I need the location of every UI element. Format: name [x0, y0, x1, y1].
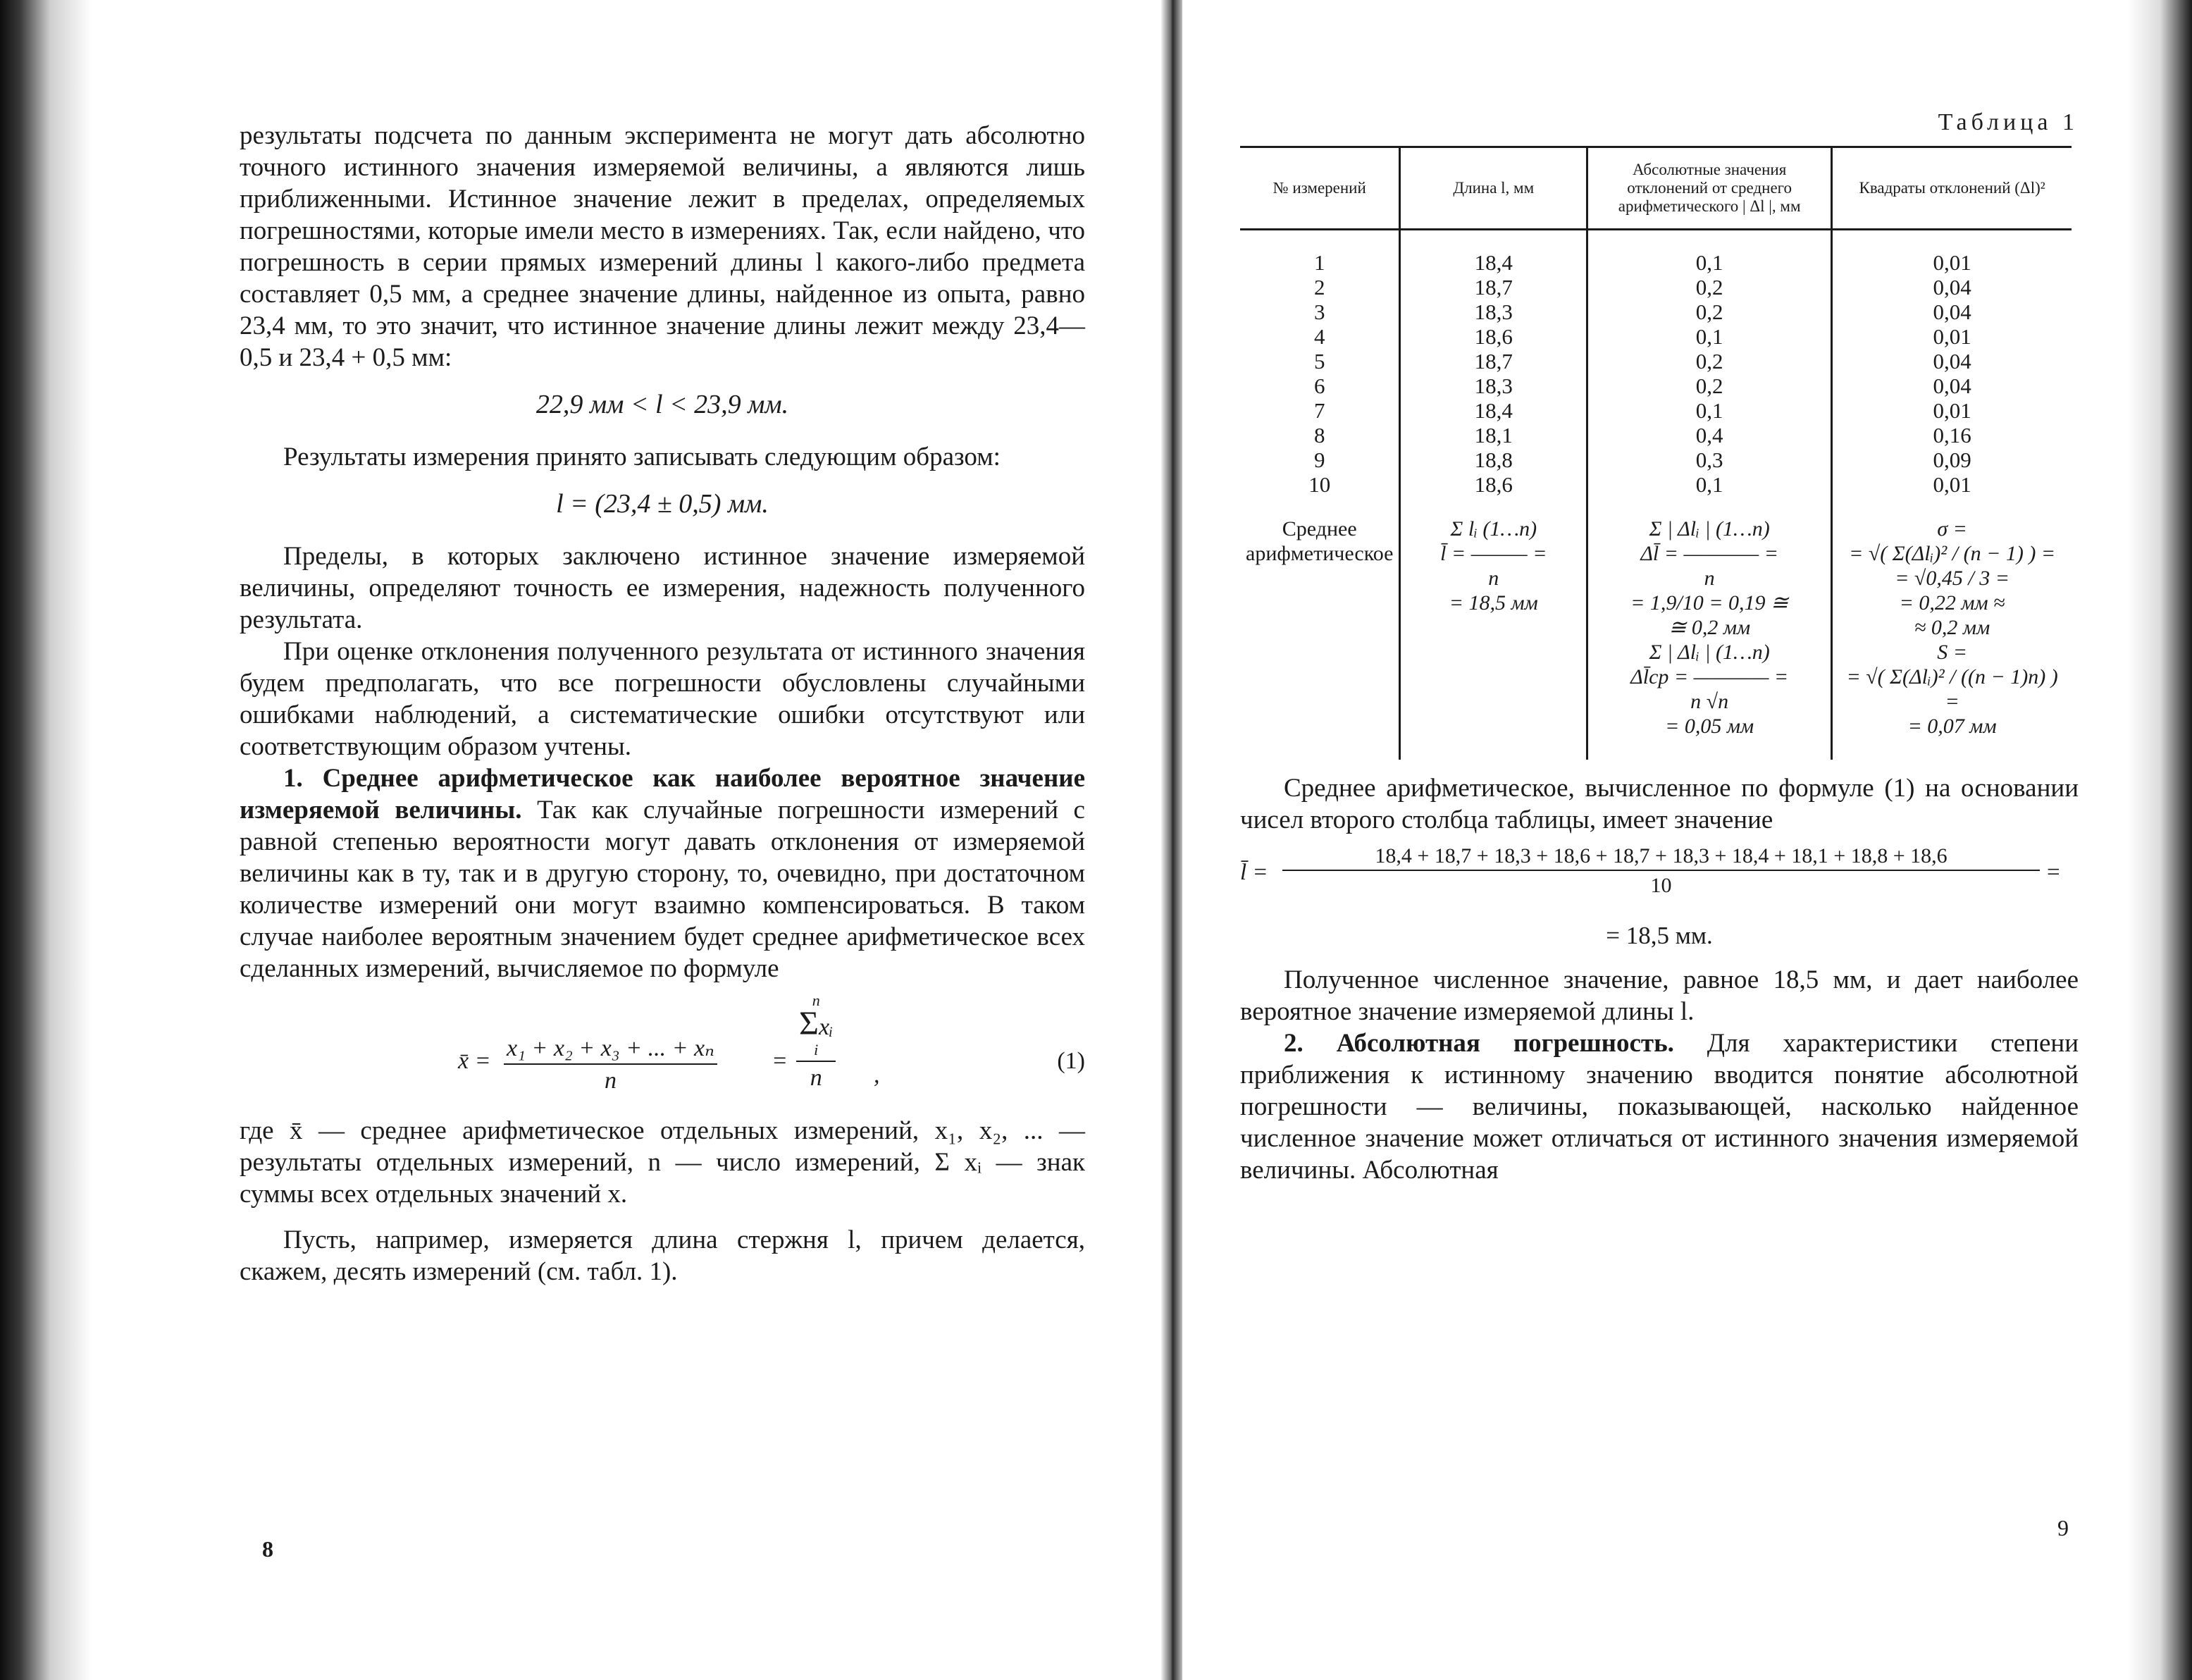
cell-measurement-no: 4 — [1313, 324, 1325, 349]
mean-length-fraction — [1282, 844, 2040, 898]
mean-length-numerator: 18,4 + 18,7 + 18,3 + 18,6 + 18,7 + 18,3 + 18,4 + 18,1 + 18,8 + 18,6 — [1282, 844, 2040, 871]
cell-measurement-no: 7 — [1313, 398, 1325, 423]
cell-length: 18,4 — [1400, 398, 1587, 423]
table-1 — [1240, 146, 2079, 760]
cell-squared-deviation: 0,04 — [1832, 349, 2072, 373]
mean-length-denominator: n — [1488, 567, 1499, 590]
mean-abs-denominator: n — [1704, 567, 1715, 590]
sum-upper-limit: n — [812, 992, 820, 1009]
section-1-text: Так как случайные погрешности измерений с равной степенью вероятности могут давать отклонения от измеряемой величины как в ту, так и в другую сторону, то, очевидно, при достаточном количестве измерений они могут взаимно компенсироваться. В таком случае наиболее вероятным значением будет среднее арифметическое всех сделанных измерений, вычисляемое по формуле — [240, 796, 1085, 983]
cell-length: 18,3 — [1400, 373, 1587, 398]
cell-measurement-no: 8 — [1313, 423, 1325, 447]
cell-measurement-no: 5 — [1313, 349, 1325, 373]
section-2-heading: 2. Абсолютная погрешность. — [1284, 1029, 1674, 1058]
cell-squared-deviation: 0,04 — [1832, 373, 2072, 398]
book-right-edge-shadow — [2128, 0, 2192, 1680]
cell-abs-deviation: 0,2 — [1587, 299, 1832, 324]
table-row — [1240, 299, 2072, 324]
mean-abs-rounded: ≅ 0,2 мм — [1668, 616, 1751, 639]
mean-abs-cp-result: = 0,05 мм — [1665, 715, 1754, 738]
sum-lower-limit: i — [814, 1041, 819, 1058]
paragraph-example: Пусть, например, измеряется длина стержня l, причем делается, скажем, десять измерений (см. табл. 1). — [240, 1225, 1085, 1286]
paragraph-mean-computed: Среднее арифметическое, вычисленное по формуле (1) на основании чисел второго столбца таблицы, имеет значение — [1240, 774, 2079, 834]
right-page — [1240, 109, 2079, 1186]
section-1-heading: 1. Среднее арифметическое как наиболее вероятное значение измеряемой величины. — [240, 764, 1085, 824]
cell-squared-deviation: 0,01 — [1832, 472, 2072, 497]
mean-length-result: = 18,5 мм — [1449, 591, 1538, 614]
header-length: Длина l, мм — [1400, 147, 1587, 230]
mean-formula-lhs: x̄ = — [458, 1048, 491, 1074]
sigma-value: = 0,22 мм ≈ — [1899, 591, 2005, 614]
cell-squared-deviation: 0,01 — [1832, 324, 2072, 349]
table-row — [1240, 275, 2072, 299]
book-left-edge-shadow — [0, 0, 92, 1680]
cell-abs-deviation: 0,1 — [1587, 250, 1832, 275]
cell-length: 18,8 — [1400, 447, 1587, 472]
table-row — [1240, 324, 2072, 349]
mean-formula-sum-fraction — [796, 992, 836, 1092]
cell-length: 18,7 — [1400, 275, 1587, 299]
mean-row-length-cell — [1400, 517, 1587, 760]
cell-squared-deviation: 0,01 — [1832, 250, 2072, 275]
right-page-number: 9 — [2057, 1515, 2069, 1540]
cell-length: 18,3 — [1400, 299, 1587, 324]
inequality-formula: 22,9 мм < l < 23,9 мм. — [535, 390, 789, 419]
table-row — [1240, 472, 2072, 497]
mean-abs-cp-denominator: n √n — [1690, 690, 1729, 713]
paragraph-limits-of-true-value: результаты подсчета по данным эксперимента не могут дать абсолютно точного истинного значения измеряемой величины, а являются лишь приближенными. Истинное значение лежит в пределах, определяемых погрешностями, которые имели место в измерениях. Так, если найдено, что погрешность в серии прямых измерений длины l какого-либо предмета составляет 0,5 мм, а среднее значение длины, найденное из опыта, равно 23,4 мм, то это значит, что истинное значение длины лежит между 23,4—0,5 и 23,4 + 0,5 мм: — [240, 121, 1085, 372]
cell-measurement-no: 3 — [1313, 299, 1325, 324]
sigma-icon: Σ — [799, 1005, 819, 1042]
book-gutter — [1161, 0, 1182, 1680]
mean-abs-sum: Σ | Δlᵢ | (1…n) — [1649, 517, 1770, 541]
s-formula: = √( Σ(Δlᵢ)² / ((n − 1)n) ) = — [1846, 665, 2058, 713]
cell-measurement-no: 1 — [1313, 250, 1325, 275]
sum-term: xᵢ — [818, 1014, 834, 1040]
cell-abs-deviation: 0,1 — [1587, 324, 1832, 349]
paragraph-notation-explanation: где x̄ — среднее арифметическое отдельных измерений, x₁, x₂, ... — результаты отдельных измерений, n — число измерений, Σ xᵢ — знак суммы всех отдельных значений x. — [240, 1116, 1085, 1209]
table-row — [1240, 250, 2072, 275]
equation-number: (1) — [1057, 1048, 1085, 1074]
header-measurement-no: № измерений — [1240, 147, 1400, 230]
cell-measurement-no: 9 — [1313, 447, 1325, 472]
measurements-table — [1240, 146, 2072, 760]
table-body — [1240, 230, 2072, 517]
paragraph-accuracy: Пределы, в которых заключено истинное значение измеряемой величины, определяют точность ее измерения, надежность полученного результата. — [240, 542, 1085, 634]
sigma-substitution: = √0,45 / 3 = — [1895, 567, 2010, 590]
mean-abs-value: = 1,9/10 = 0,19 ≅ — [1630, 591, 1789, 614]
mean-row-label: Среднее арифметическое — [1246, 517, 1394, 565]
mean-formula-numerator: x₁ + x₂ + x₃ + ... + xₙ — [504, 1034, 717, 1065]
mean-formula-sum — [796, 992, 836, 1062]
cell-measurement-no: 10 — [1308, 472, 1331, 497]
cell-measurement-no: 2 — [1313, 275, 1325, 299]
table-mean-row — [1240, 517, 2072, 760]
cell-squared-deviation: 0,01 — [1832, 398, 2072, 423]
mean-formula-1 — [240, 992, 1085, 1115]
section-2-text: Для характеристики степени приближения к истинному значению вводится понятие абсолютной погрешности — величины, показывающей, насколько найденное численное значение может отличаться от истинного значения измеряемой величины. Абсолютная — [1240, 1029, 2079, 1185]
mean-length-expression: l̄ = ——— = — [1440, 542, 1547, 565]
cell-measurement-no: 6 — [1313, 373, 1325, 398]
mean-length-formula — [1240, 844, 2079, 957]
paragraph-obtained-value: Полученное численное значение, равное 18,5 мм, и дает наиболее вероятное значение измеряемой длины l. — [1240, 965, 2079, 1026]
cell-abs-deviation: 0,2 — [1587, 275, 1832, 299]
mean-length-denominator-10: 10 — [1650, 874, 1672, 897]
cell-length: 18,6 — [1400, 472, 1587, 497]
cell-length: 18,7 — [1400, 349, 1587, 373]
mean-length-tail: = — [2047, 860, 2060, 885]
cell-abs-deviation: 0,2 — [1587, 373, 1832, 398]
table-row — [1240, 349, 2072, 373]
table-row — [1240, 423, 2072, 447]
table-header-row — [1240, 147, 2072, 230]
mean-formula-denominator: n — [604, 1068, 617, 1094]
mean-formula-sum-denominator: n — [810, 1065, 822, 1091]
mean-length-lhs: l̄ = — [1240, 860, 1268, 885]
table-row — [1240, 373, 2072, 398]
cell-squared-deviation: 0,09 — [1832, 447, 2072, 472]
section-1-paragraph — [240, 762, 1085, 984]
table-row — [1240, 447, 2072, 472]
cell-squared-deviation: 0,16 — [1832, 423, 2072, 447]
cell-abs-deviation: 0,1 — [1587, 472, 1832, 497]
paragraph-recording-results: Результаты измерения принято записывать следующим образом: — [283, 443, 1001, 471]
mean-row-squared-cell — [1832, 517, 2072, 760]
mean-length-sum: Σ lᵢ (1…n) — [1450, 517, 1537, 541]
mean-formula-comma: , — [874, 1062, 880, 1088]
paragraph-random-errors: При оценке отклонения полученного результата от истинного значения будем предполагать, что все погрешности обусловлены случайными ошибками наблюдений, а систематические ошибки отсутствуют или соответствующим образом учтены. — [240, 637, 1085, 761]
cell-length: 18,4 — [1400, 250, 1587, 275]
table-row — [1240, 398, 2072, 423]
mean-formula-eq: = — [772, 1048, 788, 1074]
table-spacer-row — [1240, 497, 2072, 517]
cell-abs-deviation: 0,1 — [1587, 398, 1832, 423]
cell-squared-deviation: 0,04 — [1832, 275, 2072, 299]
sigma-rounded: ≈ 0,2 мм — [1914, 616, 1990, 639]
header-squared-deviation: Квадраты отклонений (Δl)² — [1832, 147, 2072, 230]
sigma-label: σ = — [1937, 517, 1967, 541]
sigma-formula: = √( Σ(Δlᵢ)² / (n − 1) ) = — [1849, 542, 2056, 565]
section-2-paragraph — [1240, 1027, 2079, 1186]
mean-abs-expression: Δl̄ = ———— = — [1640, 542, 1778, 565]
cell-abs-deviation: 0,4 — [1587, 423, 1832, 447]
mean-length-result-line: = 18,5 мм. — [1606, 922, 1713, 949]
mean-row-abs-cell — [1587, 517, 1832, 760]
table-caption: Таблица 1 — [1938, 109, 2079, 135]
cell-abs-deviation: 0,2 — [1587, 349, 1832, 373]
cell-length: 18,1 — [1400, 423, 1587, 447]
cell-abs-deviation: 0,3 — [1587, 447, 1832, 472]
header-abs-deviation: Абсолютные значения отклонений от среднего арифметического | Δl |, мм — [1587, 147, 1832, 230]
mean-abs-sum-2: Σ | Δlᵢ | (1…n) — [1649, 641, 1770, 664]
cell-length: 18,6 — [1400, 324, 1587, 349]
left-page — [240, 120, 1085, 1287]
s-label: S = — [1937, 641, 1967, 664]
mean-formula-fraction — [504, 1034, 717, 1094]
left-page-number: 8 — [262, 1536, 273, 1562]
mean-abs-cp-expression: Δl̄ср = ———— = — [1630, 665, 1789, 688]
s-result: = 0,07 мм — [1907, 715, 1997, 738]
cell-squared-deviation: 0,04 — [1832, 299, 2072, 324]
result-notation-formula: l = (23,4 ± 0,5) мм. — [556, 489, 769, 519]
table-spacer-row — [1240, 230, 2072, 251]
